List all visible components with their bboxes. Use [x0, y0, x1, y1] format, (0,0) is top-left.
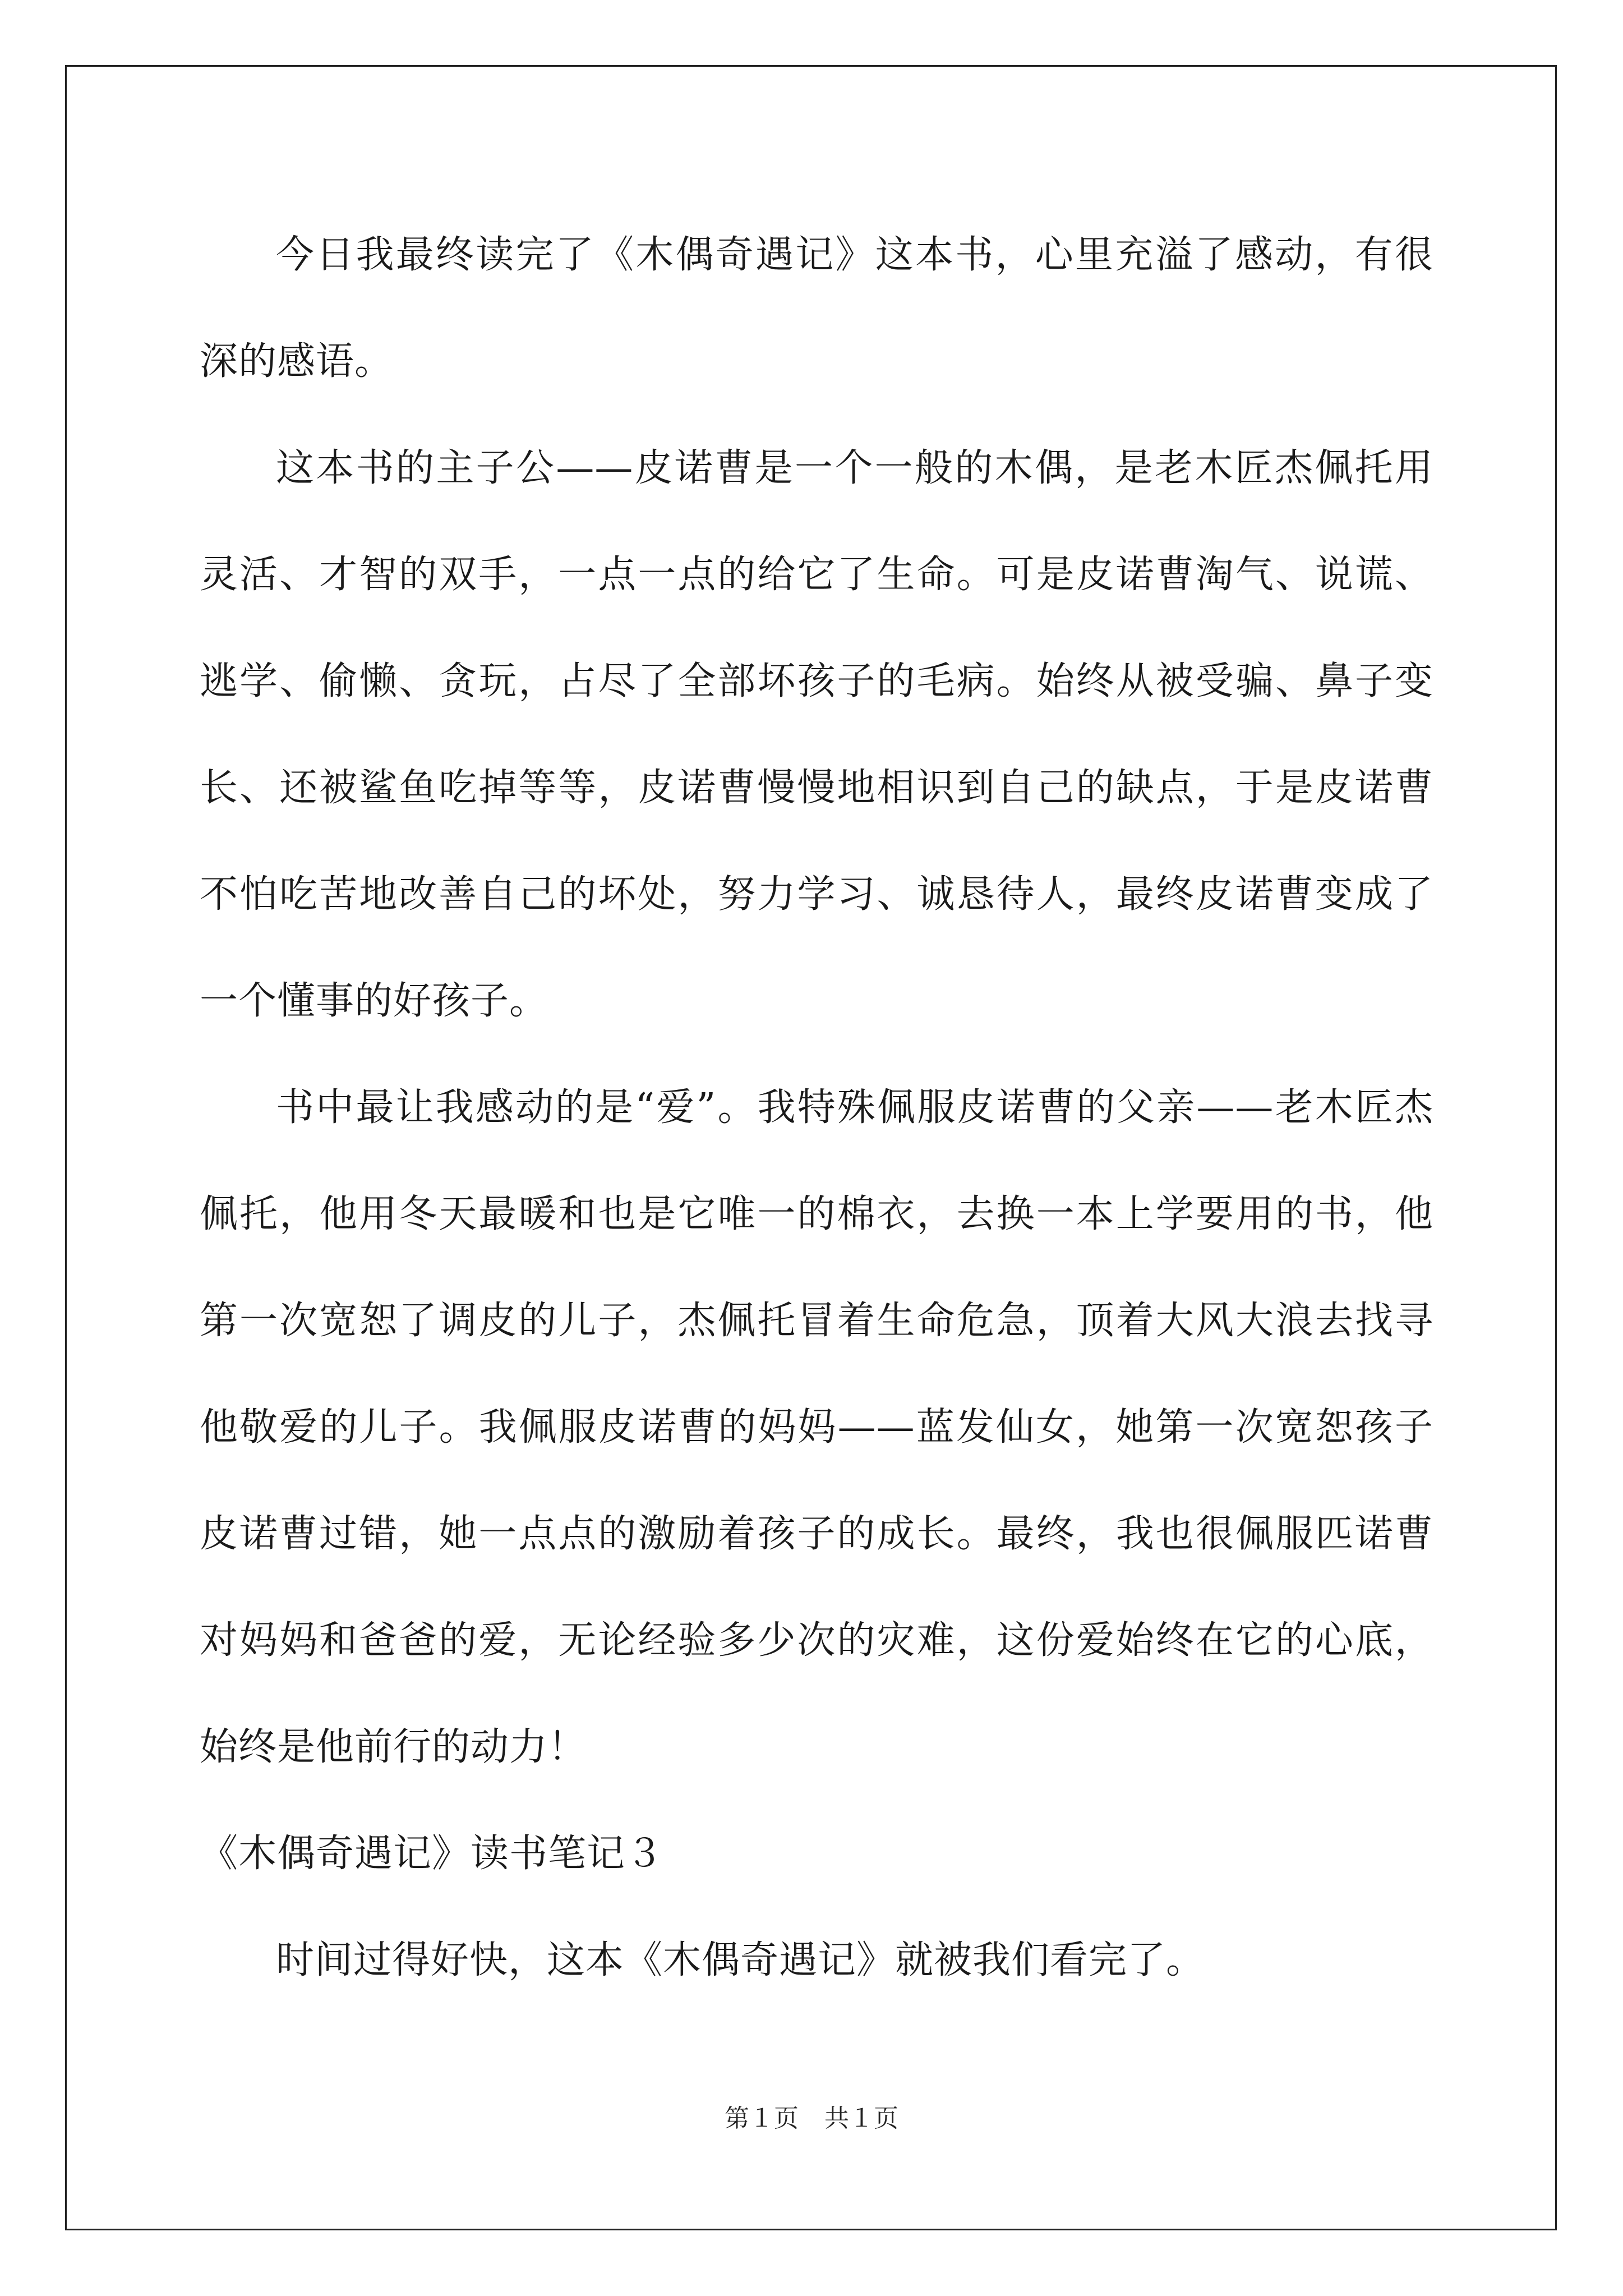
paragraph-3: 书中最让我感动的是“爱”。我特殊佩服皮诺曹的父亲——老木匠杰佩托，他用冬天最暖和也是它唯一的棉衣，去换一本上学要用的书，他第一次宽恕了调皮的儿子，杰佩托冒着生命危急，顶着大风大浪去找寻他敬爱的儿子。我佩服皮诺曹的妈妈——蓝发仙女，她第一次宽恕孩子皮诺曹过错，她一点点的激励着孩子的成长。最终，我也很佩服匹诺曹对妈妈和爸爸的爱，无论经验多少次的灾难，这份爱始终在它的心底，始终是他前行的动力！	[200, 1085, 1433, 1769]
section-heading: 《木偶奇遇记》读书笔记３	[200, 1832, 665, 1876]
page-number-total: 共１页	[824, 2104, 898, 2133]
document-body	[200, 202, 1433, 2014]
paragraph-1: 今日我最终读完了《木偶奇遇记》这本书，心里充溢了感动，有很深的感语。	[200, 233, 1433, 384]
page-number-current: 第１页	[725, 2104, 799, 2133]
closing-paragraph: 时间过得好快，这本《木偶奇遇记》就被我们看完了。	[276, 1938, 1205, 1982]
page-footer	[0, 2098, 1623, 2134]
paragraph-2: 这本书的主子公——皮诺曹是一个一般的木偶，是老木匠杰佩托用灵活、才智的双手，一点一点的给它了生命。可是皮诺曹淘气、说谎、逃学、偷懒、贪玩，占尽了全部坏孩子的毛病。始终从被受骗、鼻子变长、还被鲨鱼吃掉等等，皮诺曹慢慢地相识到自己的缺点，于是皮诺曹不怕吃苦地改善自己的坏处，努力学习、诚恳待人，最终皮诺曹变成了一个懂事的好孩子。	[200, 446, 1433, 1023]
